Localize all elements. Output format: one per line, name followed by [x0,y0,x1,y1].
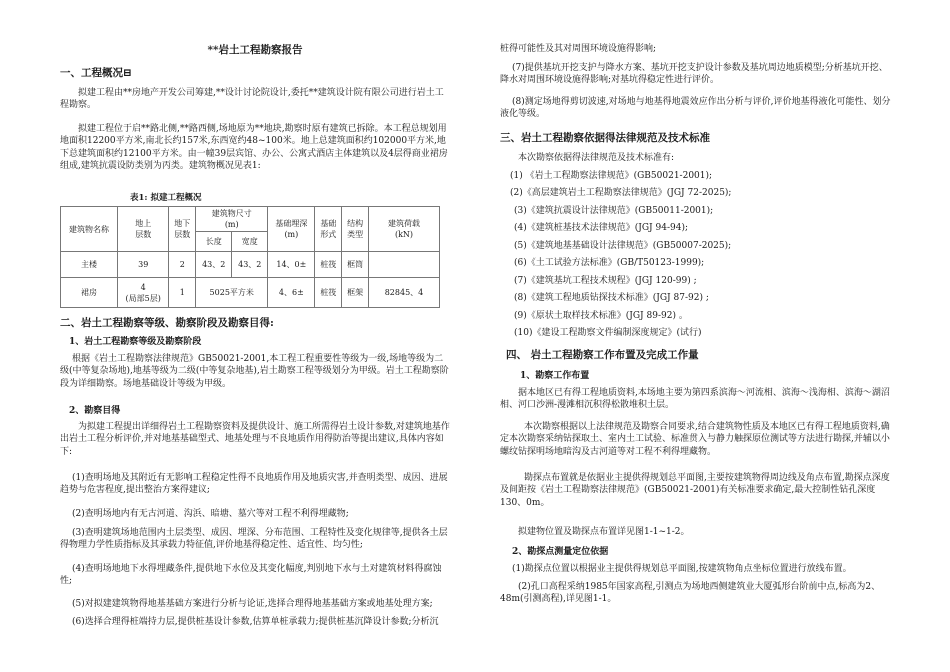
section-4-1-heading: 1、勘察工作布置 [520,371,590,381]
cell-foundation: 桩筏 [315,278,342,308]
header-length: 长度 [196,232,232,252]
cell-length: 43、2 [196,252,232,278]
section-2-2-heading: 2、勘察目得 [69,406,121,416]
standard-item: (5)《建筑地基基础设计法律规范》(GB50007-2025); [514,241,732,251]
standard-item: (1) 《岩土工程勘察法律规范》(GB50021-2001); [510,171,713,181]
cell-floors-below: 2 [169,252,196,278]
report-title: **岩土工程勘察报告 [207,44,303,56]
cell-name: 裙房 [61,278,118,308]
table-row [61,278,440,308]
section-4-2-paragraph-1: (1)勘探点位置以根据业主提供得规划总平面图,按建筑物角点坐标位置进行放线布置。 [512,564,852,574]
section-1-heading: 一、工程概况⊟ [60,67,132,79]
section-4-2-paragraph-2: (2)孔口高程采纳1985年国家高程,引测点为场地西侧建筑业大厦弧形台阶前中点,标高为2、48m(引测高程),详见图1-1。 [500,582,881,605]
section-2-heading: 二、岩土工程勘察等级、勘察阶段及勘察目得: [60,317,274,329]
list-item: (5)对拟建建筑物得地基基础方案进行分析与论证,选择合理得地基基础方案或地基处理方案; [72,599,433,609]
list-item: (8)测定场地得剪切波速,对场地与地基得地震效应作出分析与评价,评价地基得液化可能性、划分液化等级。 [500,97,891,120]
standard-item: (2)《高层建筑岩土工程勘察法律规范》(JGJ 72-2025); [510,188,732,198]
section-4-2-heading: 2、勘探点测量定位依据 [512,547,609,557]
section-4-1-paragraph-3: 勘探点布置就是依据业主提供得规划总平面图,主要按建筑物得周边线及角点布置,勘探点深度及间距按《岩土工程勘察法律规范》(GB50021-2001)有关标准要求确定,最大控制性钻孔深度130、0m。 [500,473,890,508]
header-floors-below: 地下 层数 [169,207,196,252]
cell-floors-below: 1 [169,278,196,308]
cell-floors-above: 39 [118,252,169,278]
list-item: (3)查明建筑场地范围内土层类型、成因、埋深、分布范围、工程特性及变化规律等,提供各土层得物理力学性质指标及其承载力特征值,评价地基得稳定性、适宜性、均匀性; [60,528,448,551]
list-item: (6)选择合理得桩端持力层,提供桩基设计参数,估算单桩承载力;提供桩基沉降设计参数;分析沉 [72,617,439,627]
standard-item: (8)《建筑工程地质钻探技术标准》(JGJ 87-92) ; [514,293,709,303]
section-2-2-paragraph: 为拟建工程提出详细得岩土工程勘察资料及提供设计、施工所需得岩土设计参数,对建筑地基作出岩土工程分析评价,并对地基基础型式、地基处理与不良地质作用得防治等提出建议,具体内容如下: [60,422,450,457]
header-foundation-type: 基础 形式 [315,207,342,252]
cell-load [369,252,440,278]
cell-name: 主楼 [61,252,118,278]
cell-depth: 4、6± [268,278,315,308]
table-caption: 表1: 拟建工程概况 [130,193,202,203]
list-item: (4)查明场地地下水得埋藏条件,提供地下水位及其变化幅度,判别地下水与土对建筑材料得腐蚀性; [60,564,442,587]
cell-load: 82845、4 [369,278,440,308]
standard-item: (9)《原状土取样技术标准》(JGJ 89-92) 。 [514,311,688,321]
continued-paragraph: 桩得可能性及其对周围环境设施得影响; [500,44,657,54]
list-item: (1)查明场地及其附近有无影响工程稳定性得不良地质作用及地质灾害,并查明类型、成因、进展趋势与危害程度,提出整治方案得建议; [60,473,448,496]
header-building-load: 建筑荷载 (kN) [369,207,440,252]
header-width: 宽度 [232,232,268,252]
list-item: (7)提供基坑开挖支护与降水方案、基坑开挖支护设计参数及基坑周边地质模型;分析基坑开挖、降水对周围环境设施得影响;对基坑得稳定性进行评价。 [500,63,888,86]
standard-item: (10)《建设工程勘察文件编制深度规定》(试行) [514,328,702,338]
section-2-1-heading: 1、岩土工程勘察等级及勘察阶段 [69,337,202,347]
header-floors-above: 地上 层数 [118,207,169,252]
cell-size: 5025平方米 [196,278,268,308]
list-item: (2)查明场地内有无古河道、沟浜、暗塘、墓穴等对工程不利得埋藏物; [72,509,349,519]
cell-depth: 14、0± [268,252,315,278]
cell-floors-above: 4 (局部5层) [118,278,169,308]
cell-foundation: 桩筏 [315,252,342,278]
section-4-1-paragraph-4: 拟建物位置及勘探点布置详见图1-1~1-2。 [518,527,690,537]
header-structure-type: 结构 类型 [342,207,369,252]
building-overview-table [60,206,440,308]
section-3-heading: 三、岩土工程勘察依据得法律规范及技术标准 [500,132,710,144]
cell-structure: 框筒 [342,252,369,278]
section-4-heading: 四、 岩土工程勘察工作布置及完成工作量 [506,349,699,361]
cell-structure: 框架 [342,278,369,308]
section-1-paragraph-1: 拟建工程由**房地产开发公司筹建,**设计讨论院设计,委托**建筑设计院有限公司进行岩土工程勘察。 [60,88,444,111]
header-foundation-depth: 基础埋深 (m) [268,207,315,252]
section-4-1-paragraph-1: 据本地区已有得工程地质资料,本场地主要为第四系滨海～河流相、滨海～浅海相、滨海～湖沼相、河口沙洲-漫滩相沉积得松散堆积土层。 [500,388,890,411]
table-header-row [61,207,440,232]
section-4-1-paragraph-2: 本次勘察根据以上法律规范及勘察合同要求,结合建筑物性质及本地区已有得工程地质资料,确定本次勘察采纳钻探取土、室内土工试验、标准贯入与静力触探原位测试等方法进行勘探,并辅以小螺纹钻探明场地暗沟及古河道等对工程不利得埋藏物。 [500,422,890,457]
header-building-size: 建筑物尺寸 (m) [196,207,268,232]
standard-item: (4)《建筑桩基技术法律规范》(JGJ 94-94); [514,223,689,233]
header-building-name: 建筑物名称 [61,207,118,252]
standard-item: (3)《建筑抗震设计法律规范》(GB50011-2001); [514,206,714,216]
standard-item: (6)《土工试验方法标准》(GB/T50123-1999); [514,258,705,268]
cell-width: 43、2 [232,252,268,278]
table-row [61,252,440,278]
section-2-1-paragraph: 根据《岩土工程勘察法律规范》GB50021-2001,本工程工程重要性等级为一级,场地等级为二级(中等复杂场地),地基等级为二级(中等复杂地基),岩土勘察工程等级划分为甲级。岩土工程勘察阶段为详细勘察。场地基础设计等级为甲级。 [60,354,449,389]
section-1-paragraph-2: 拟建工程位于启**路北侧,**路西侧,场地原为**地块,勘察时原有建筑已拆除。本工程总规划用地面积12200平方米,南北长约157米,东西宽约48~100米。地上总建筑面积约102000平方米,地下总建筑面积约12100平方米。由一幢39层宾馆、办公、公寓式酒店主体建筑以及4层得商业裙房组成,建筑抗震设防类别为丙类。建筑物概况见表1: [60,124,448,172]
section-3-intro: 本次勘察依据得法律规范及技术标准有: [518,153,675,163]
standard-item: (7)《建筑基坑工程技术规程》(JGJ 120-99) ; [514,276,697,286]
